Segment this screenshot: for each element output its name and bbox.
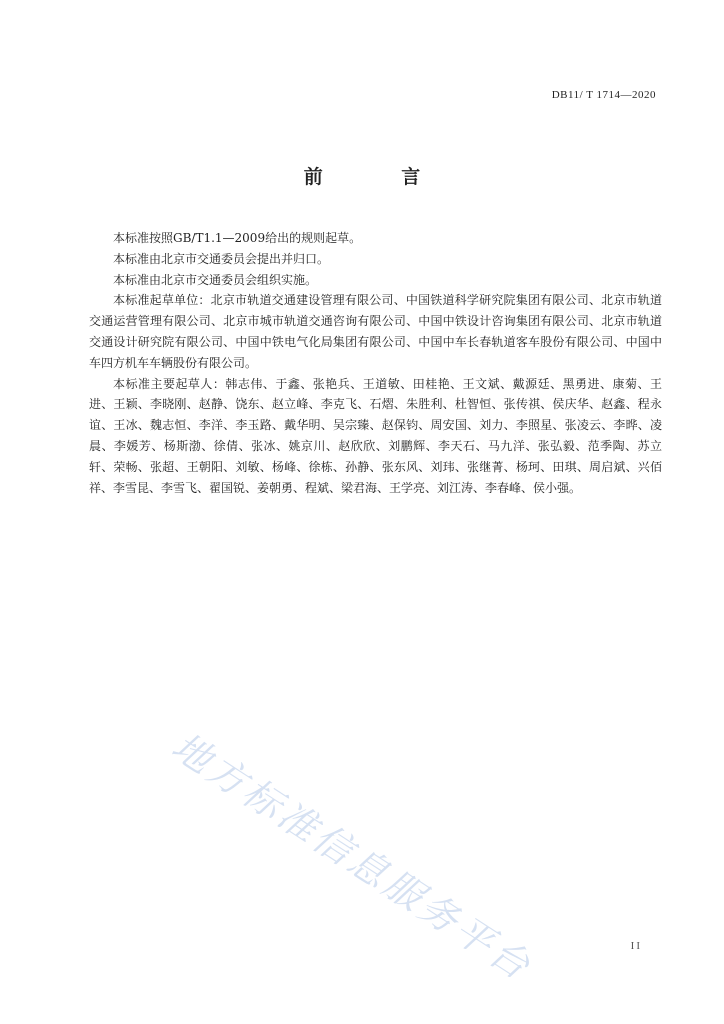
paragraph-implementer: 本标准由北京市交通委员会组织实施。 [113,272,318,287]
foreword-body [89,228,662,498]
paragraph-proposer: 本标准由北京市交通委员会提出并归口。 [113,251,330,266]
page-title: 前 言 [303,166,457,188]
watermark: 地方标准信息服务平台 [164,723,541,990]
standard-code: DB11/ T 1714—2020 [551,89,656,101]
paragraph-drafters: 本标准主要起草人：韩志伟、于鑫、张艳兵、王道敏、田桂艳、王文斌、戴源廷、黑勇进、康菊、王进、王颖、李晓刚、赵静、饶东、赵立峰、李克飞、石熠、朱胜利、杜智恒、张传祺、侯庆华、赵鑫、程永谊、王冰、魏志恒、李洋、李玉路、戴华明、吴宗臻、赵保钧、周安国、刘力、李照星、张凌云、李晔、凌晨、李媛芳、杨斯渤、徐倩、张冰、姚京川、赵欣欣、刘鹏辉、李天石、马九洋、张弘毅、范季陶、苏立轩、荣畅、张超、王朝阳、刘敏、杨峰、徐栋、孙静、张东风、刘玮、张继菁、杨珂、田琪、周启斌、兴佰祥、李雪昆、李雪飞、翟国锐、姜朝勇、程斌、梁君海、王学亮、刘江涛、李春峰、侯小强。 [89,376,662,495]
page-number: II [630,940,642,952]
paragraph-drafting-rules: 本标准按照GB/T1.1—2009给出的规则起草。 [113,231,362,245]
paragraph-drafting-units: 本标准起草单位：北京市轨道交通建设管理有限公司、中国铁道科学研究院集团有限公司、北京市轨道交通运营管理有限公司、北京市城市轨道交通咨询有限公司、中国中铁设计咨询集团有限公司、北京市轨道交通设计研究院有限公司、中国中铁电气化局集团有限公司、中国中车长春轨道客车股份有限公司、中国中车四方机车车辆股份有限公司。 [89,293,662,370]
